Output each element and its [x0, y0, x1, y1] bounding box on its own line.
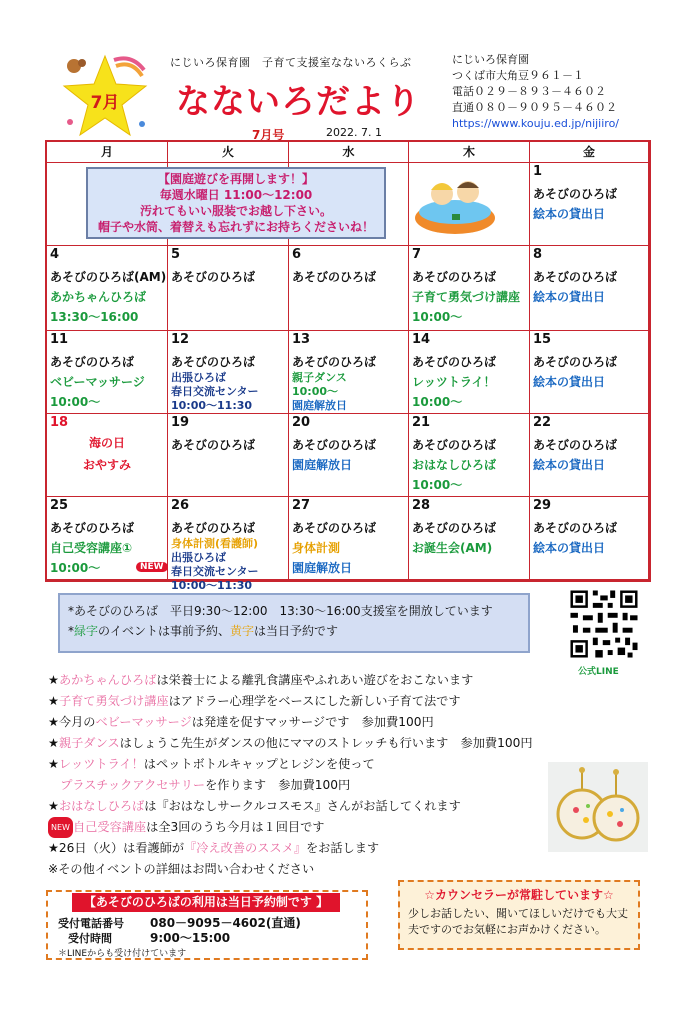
reservation-info — [58, 916, 301, 946]
event-line: あそびのひろば — [171, 270, 256, 284]
day-number: 29 — [533, 498, 552, 513]
day-number: 15 — [533, 332, 552, 347]
time-label: 受付時間 — [68, 932, 112, 945]
counselor-body: 少しお話したい、聞いてほしいだけでも大丈夫ですのでお気軽にお声かけください。 — [408, 907, 628, 936]
event-line: 海の日 — [88, 436, 125, 450]
event-line: お誕生会(AM) — [412, 541, 493, 555]
bullet-prefix: ★ — [48, 757, 59, 771]
bullet-item — [48, 775, 568, 796]
earrings-photo — [548, 762, 648, 852]
info-asterisk: * — [68, 624, 74, 638]
day-number: 5 — [171, 247, 181, 262]
info-text: のイベントは事前予約、 — [98, 624, 231, 638]
event-line: あそびのひろば — [292, 521, 377, 535]
website-link[interactable]: https://www.kouju.ed.jp/nijiiro/ — [452, 117, 620, 130]
day-number: 11 — [50, 332, 69, 347]
phone-label: 受付電話番号 — [58, 917, 124, 930]
day-cell-4 — [47, 246, 168, 331]
month-badge: 7月 — [90, 93, 120, 113]
info-text-end: は当日予約です — [254, 624, 339, 638]
event-line: 園庭解放日 — [292, 399, 347, 412]
day-number: 27 — [292, 498, 311, 513]
event-line: ベビーマッサージ — [50, 375, 145, 389]
notice-line1: 【園庭遊びを再開します！】 — [157, 172, 314, 186]
july-star-logo — [60, 52, 150, 142]
event-line: 10:00～ — [50, 561, 101, 575]
bullet-highlight: 子育て勇気づけ講座 — [58, 694, 169, 708]
day-cell-5 — [168, 246, 289, 331]
bullet-text: はアドラー心理学をベースにした新しい子育て法です — [168, 694, 461, 708]
bullet-item — [48, 712, 568, 733]
day-cell-22 — [530, 414, 649, 497]
event-line: あそびのひろば — [412, 438, 497, 452]
event-line: あそびのひろば — [292, 355, 377, 369]
event-line: あそびのひろば — [171, 355, 256, 369]
event-line: あそびのひろば — [533, 187, 618, 201]
event-line: あそびのひろば — [533, 270, 618, 284]
garden-notice — [86, 167, 386, 239]
new-badge: NEW — [136, 562, 168, 572]
day-number: 6 — [292, 247, 302, 262]
day-number: 8 — [533, 247, 543, 262]
event-line: 10:00～ — [412, 310, 463, 324]
qr-label: 公式LINE — [578, 667, 619, 677]
day-cell-28 — [409, 497, 530, 580]
event-line: 子育て勇気づけ講座 — [412, 290, 521, 304]
event-line: 絵本の貸出日 — [533, 458, 606, 472]
bullet-item — [48, 817, 568, 838]
info-line2 — [68, 621, 520, 641]
event-line: あそびのひろば — [533, 438, 618, 452]
green-text-key: 緑字 — [74, 624, 99, 638]
bullet-item — [48, 859, 568, 880]
bullet-item — [48, 796, 568, 817]
reservation-title: 【あそびのひろばの利用は当日予約制です 】 — [72, 893, 340, 912]
event-line: 身体計測(看護師) — [171, 537, 259, 550]
contact-direct: 直通０８０－９０９５－４６０２ — [452, 101, 617, 114]
event-line: レッツトライ！ — [412, 375, 496, 389]
day-cell-8 — [530, 246, 649, 331]
event-line: あそびのひろば — [412, 521, 497, 535]
contact-phone: 電話０２９－８９３－４６０２ — [452, 85, 606, 98]
qr-code-icon[interactable] — [568, 588, 640, 660]
bullet-item — [48, 670, 568, 691]
bullet-item — [48, 691, 568, 712]
day-cell-12 — [168, 331, 289, 414]
weekday-header: 火 — [168, 142, 289, 163]
pool-kids-illustration — [412, 166, 498, 238]
counselor-title: ☆カウンセラーが常駐しています☆ — [424, 888, 614, 902]
issue-date: 2022. 7. 1 — [326, 126, 382, 139]
day-cell-6 — [289, 246, 409, 331]
new-badge: NEW — [48, 817, 73, 838]
day-cell-29 — [530, 497, 649, 580]
day-number: 20 — [292, 415, 311, 430]
day-cell-11 — [47, 331, 168, 414]
day-cell-21 — [409, 414, 530, 497]
event-line: あそびのひろば — [533, 355, 618, 369]
issue-label: 7月号 — [252, 128, 285, 142]
event-line: 自己受容講座① — [50, 541, 133, 555]
day-cell-15 — [530, 331, 649, 414]
event-line: あかちゃんひろば — [50, 290, 147, 304]
event-line: おはなしひろば — [412, 458, 497, 472]
day-cell-7 — [409, 246, 530, 331]
bullet-prefix: ★ — [48, 736, 59, 750]
day-cell-27 — [289, 497, 409, 580]
day-cell-26 — [168, 497, 289, 592]
day-cell-1 — [530, 163, 649, 246]
phone-number: 080－9095－4602(直通) — [150, 916, 301, 930]
event-line: あそびのひろば — [50, 521, 135, 535]
bullet-text: は『おはなしサークルコスモス』さんがお話してくれます — [144, 799, 461, 813]
day-cell-14 — [409, 331, 530, 414]
bullet-text: は全3回のうち今月は１回目です — [146, 820, 325, 834]
day-number: 26 — [171, 498, 190, 513]
weekday-header: 月 — [47, 142, 168, 163]
reception-time: 9:00～15:00 — [150, 931, 231, 945]
bullet-highlight: 自己受容講座 — [72, 820, 147, 834]
event-line: あそびのひろば — [292, 438, 377, 452]
event-line: あそびのひろば — [292, 270, 377, 284]
day-cell-13 — [289, 331, 409, 414]
day-number: 21 — [412, 415, 431, 430]
bullet-highlight: 『冷え改善のススメ』 — [184, 841, 306, 855]
bullet-prefix: ★26日（火）は看護師が — [48, 841, 185, 855]
day-number: 4 — [50, 247, 60, 262]
info-box — [58, 593, 530, 653]
contact-address: つくば市大角豆９６１－１ — [452, 69, 584, 82]
yellow-text-key: 黄字 — [230, 624, 255, 638]
day-number: 7 — [412, 247, 422, 262]
day-number: 19 — [171, 415, 190, 430]
day-number: 13 — [292, 332, 311, 347]
bullet-highlight: プラスチックアクセサリー — [60, 778, 206, 792]
bullet-prefix: ★ — [48, 673, 59, 687]
day-number: 12 — [171, 332, 190, 347]
day-number: 18 — [50, 415, 69, 430]
event-line: 10:00～ — [412, 395, 463, 409]
line-note: ＊LINEからも受け付けています — [58, 949, 187, 959]
event-line: 絵本の貸出日 — [533, 541, 606, 555]
event-line: 10:00～ — [292, 385, 339, 398]
event-line: 絵本の貸出日 — [533, 290, 606, 304]
event-line: 園庭解放日 — [292, 458, 353, 472]
event-line: あそびのひろば — [171, 521, 256, 535]
event-line: 出張ひろば — [171, 371, 226, 384]
page-title: なないろだより — [176, 82, 421, 122]
event-line: 絵本の貸出日 — [533, 375, 606, 389]
event-line: あそびのひろば — [412, 270, 497, 284]
event-line: 10:00～11:30 — [171, 579, 253, 592]
bullet-text: を作ります 参加費100円 — [205, 778, 351, 792]
bullet-text: をお話します — [306, 841, 380, 855]
contact-name: にじいろ保育園 — [452, 53, 529, 66]
event-line: 春日交流センター — [171, 565, 259, 578]
event-line: 10:00～11:30 — [171, 399, 253, 412]
event-descriptions — [48, 670, 568, 880]
bullet-highlight: レッツトライ！ — [58, 757, 144, 771]
notice-line4: 帽子や水筒、着替えも忘れずにお持ちくださいね！ — [97, 220, 374, 234]
bullet-prefix: ※その他イベントの詳細はお問い合わせください — [48, 862, 315, 876]
bullet-text: はペットボトルキャップとレジンを使って — [143, 757, 375, 771]
event-line: 春日交流センター — [171, 385, 259, 398]
day-number: 1 — [533, 164, 543, 179]
bullet-item — [48, 754, 568, 775]
bullet-highlight: あかちゃんひろば — [58, 673, 157, 687]
weekday-header: 金 — [530, 142, 649, 163]
bullet-text: は発達を促すマッサージです 参加費100円 — [191, 715, 434, 729]
bullet-text: はしょうこ先生がダンスの他にママのストレッチも行います 参加費100円 — [119, 736, 533, 750]
contact-block — [452, 52, 619, 132]
event-line: あそびのひろば — [50, 355, 135, 369]
info-line1: *あそびのひろば 平日9:30～12:00 13:30～16:00支援室を開放しています — [68, 604, 493, 618]
event-line: 13:30～16:00 — [50, 310, 139, 324]
counselor-box — [398, 880, 640, 950]
weekday-header: 水 — [289, 142, 409, 163]
event-line: 10:00～ — [412, 478, 463, 492]
bullet-text: は栄養士による離乳食講座やふれあい遊びをおこないます — [156, 673, 474, 687]
org-line: にじいろ保育園 子育て支援室なないろくらぶ — [170, 56, 412, 69]
bullet-highlight: 親子ダンス — [58, 736, 120, 750]
bullet-prefix: ★ — [48, 799, 59, 813]
event-line: あそびのひろば — [412, 355, 497, 369]
day-number: 28 — [412, 498, 431, 513]
notice-line2: 毎週水曜日 11:00～12:00 — [159, 188, 313, 202]
bullet-prefix: ★今月の — [48, 715, 96, 729]
day-number: 25 — [50, 498, 69, 513]
bullet-prefix: ★ — [48, 694, 59, 708]
event-line: 園庭解放日 — [292, 561, 353, 575]
notice-line3: 汚れてもいい服装でお越し下さい。 — [139, 204, 332, 218]
bullet-prefix — [48, 778, 60, 792]
day-cell-19 — [168, 414, 289, 497]
event-line: 身体計測 — [292, 541, 341, 555]
bullet-highlight: おはなしひろば — [58, 799, 145, 813]
event-line: あそびのひろば — [171, 438, 256, 452]
event-line: 10:00～ — [50, 395, 101, 409]
weekday-header: 木 — [409, 142, 530, 163]
event-line: あそびのひろば(AM) — [50, 270, 167, 284]
day-cell-18 — [47, 414, 168, 497]
event-line: 出張ひろば — [171, 551, 226, 564]
event-line: おやすみ — [82, 458, 131, 472]
day-number: 14 — [412, 332, 431, 347]
event-line: あそびのひろば — [533, 521, 618, 535]
event-line: 親子ダンス — [292, 371, 347, 384]
event-line: 絵本の貸出日 — [533, 207, 606, 221]
bullet-item — [48, 733, 568, 754]
bullet-item — [48, 838, 568, 859]
bullet-highlight: ベビーマッサージ — [95, 715, 192, 729]
day-cell-20 — [289, 414, 409, 497]
day-number: 22 — [533, 415, 552, 430]
